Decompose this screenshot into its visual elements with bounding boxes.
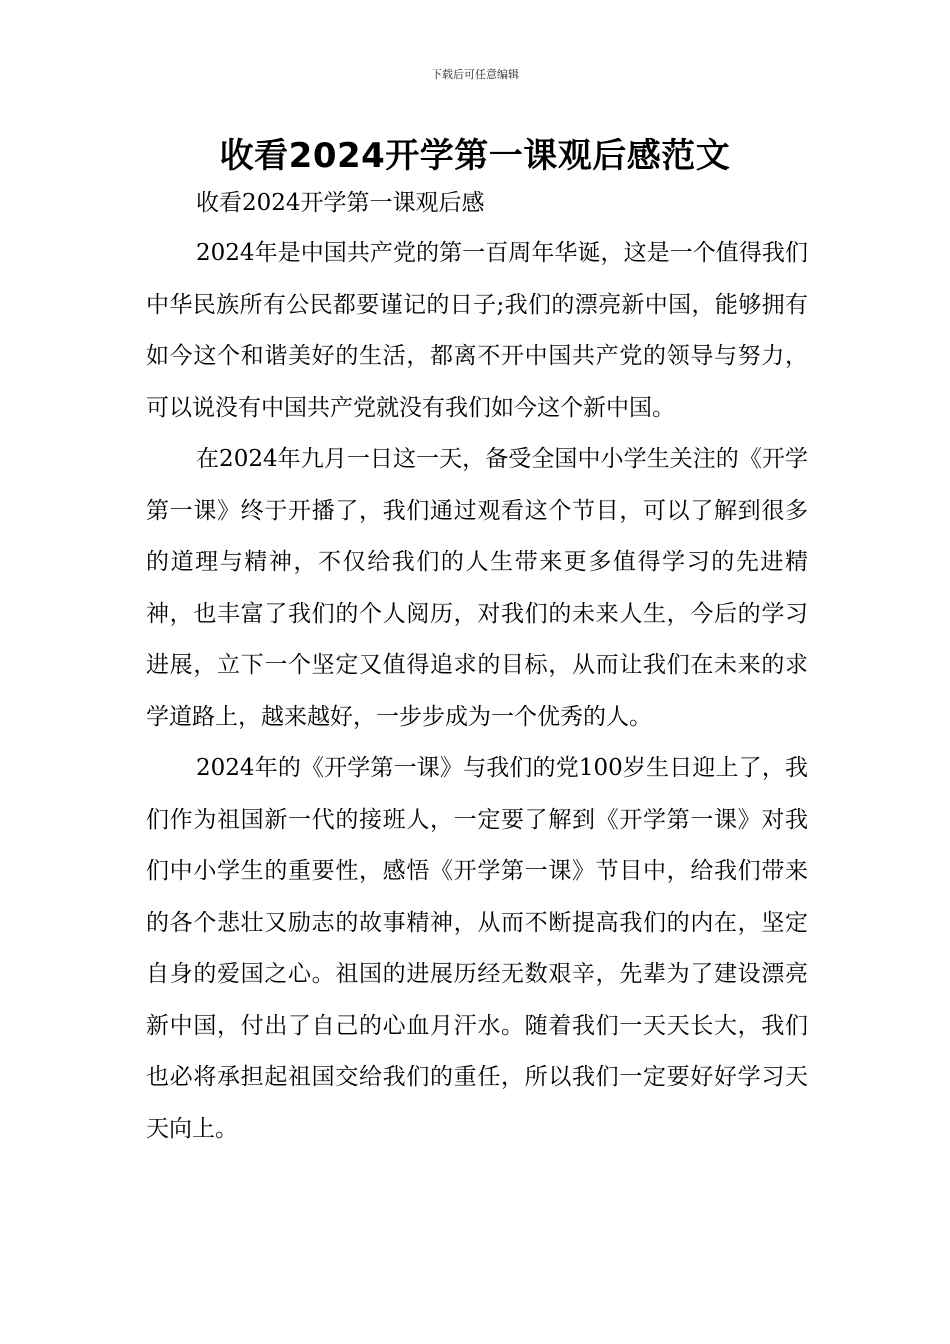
paragraph-2: 在2024年九月一日这一天，备受全国中小学生关注的《开学第一课》终于开播了，我们通过观看这个节目，可以了解到很多的道理与精神，不仅给我们的人生带来更多值得学习的先进精神，也丰富了我们的个人阅历，对我们的未来人生，今后的学习进展，立下一个坚定又值得追求的目标，从而让我们在未来的求学道路上，越来越好，一步步成为一个优秀的人。 — [146, 446, 808, 730]
header-note: 下载后可任意编辑 — [431, 68, 519, 81]
paragraph-3: 2024年的《开学第一课》与我们的党100岁生日迎上了，我们作为祖国新一代的接班人，一定要了解到《开学第一课》对我们中小学生的重要性，感悟《开学第一课》节目中，给我们带来的各个悲壮又励志的故事精神，从而不断提高我们的内在，坚定自身的爱国之心。祖国的进展历经无数艰辛，先辈为了建设漂亮新中国，付出了自己的心血月汗水。随着我们一天天长大，我们也必将承担起祖国交给我们的重任，所以我们一定要好好学习天天向上。 — [146, 755, 808, 1142]
paragraph-1: 2024年是中国共产党的第一百周年华诞，这是一个值得我们中华民族所有公民都要谨记的日子;我们的漂亮新中国，能够拥有如今这个和谐美好的生活，都离不开中国共产党的领导与努力，可以说没有中国共产党就没有我们如今这个新中国。 — [146, 240, 808, 421]
document-title: 收看2024开学第一课观后感范文 — [219, 136, 731, 176]
document-body — [146, 178, 808, 1155]
document-subtitle: 收看2024开学第一课观后感 — [196, 190, 485, 216]
